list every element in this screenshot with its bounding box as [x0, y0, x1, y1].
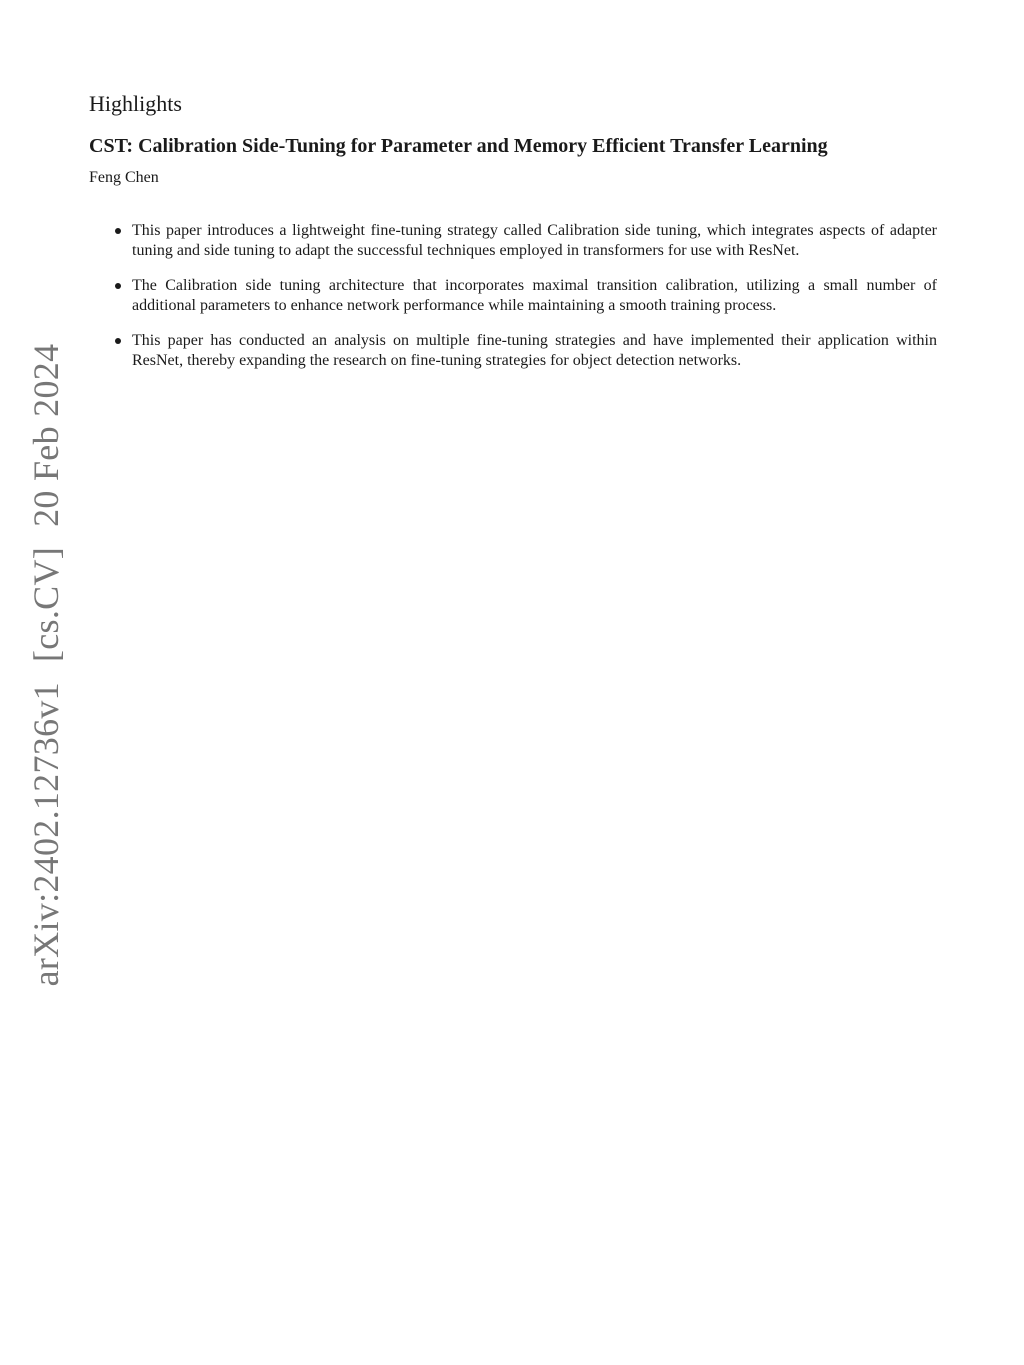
highlight-item — [89, 221, 937, 261]
highlight-text: The Calibration side tuning architecture that incorporates maximal transition calibration, utilizing a small number of additional parameters to enhance network performance while maintaining a smooth training process. — [132, 277, 937, 314]
bullet-icon — [115, 283, 121, 289]
arxiv-identifier-stamp — [25, 344, 67, 987]
highlights-heading: Highlights — [89, 91, 182, 116]
arxiv-date: 20 Feb 2024 — [26, 343, 66, 527]
highlight-item — [89, 331, 937, 371]
bullet-icon — [115, 338, 121, 344]
author-name: Feng Chen — [89, 169, 159, 186]
arxiv-category: [cs.CV] — [26, 546, 66, 663]
arxiv-id: arXiv:2402.12736v1 — [26, 682, 66, 987]
highlights-list — [89, 221, 937, 371]
highlights-section — [89, 88, 937, 386]
paper-title: CST: Calibration Side-Tuning for Parameter and Memory Efficient Transfer Learning — [89, 135, 828, 157]
bullet-icon — [115, 228, 121, 234]
highlight-item — [89, 276, 937, 316]
highlight-text: This paper has conducted an analysis on multiple fine-tuning strategies and have implemented their application within ResNet, thereby expanding the research on fine-tuning strategies for object detection networks. — [132, 332, 937, 369]
highlight-text: This paper introduces a lightweight fine-tuning strategy called Calibration side tuning, which integrates aspects of adapter tuning and side tuning to adapt the successful techniques employed in transformers for use with ResNet. — [132, 222, 937, 259]
